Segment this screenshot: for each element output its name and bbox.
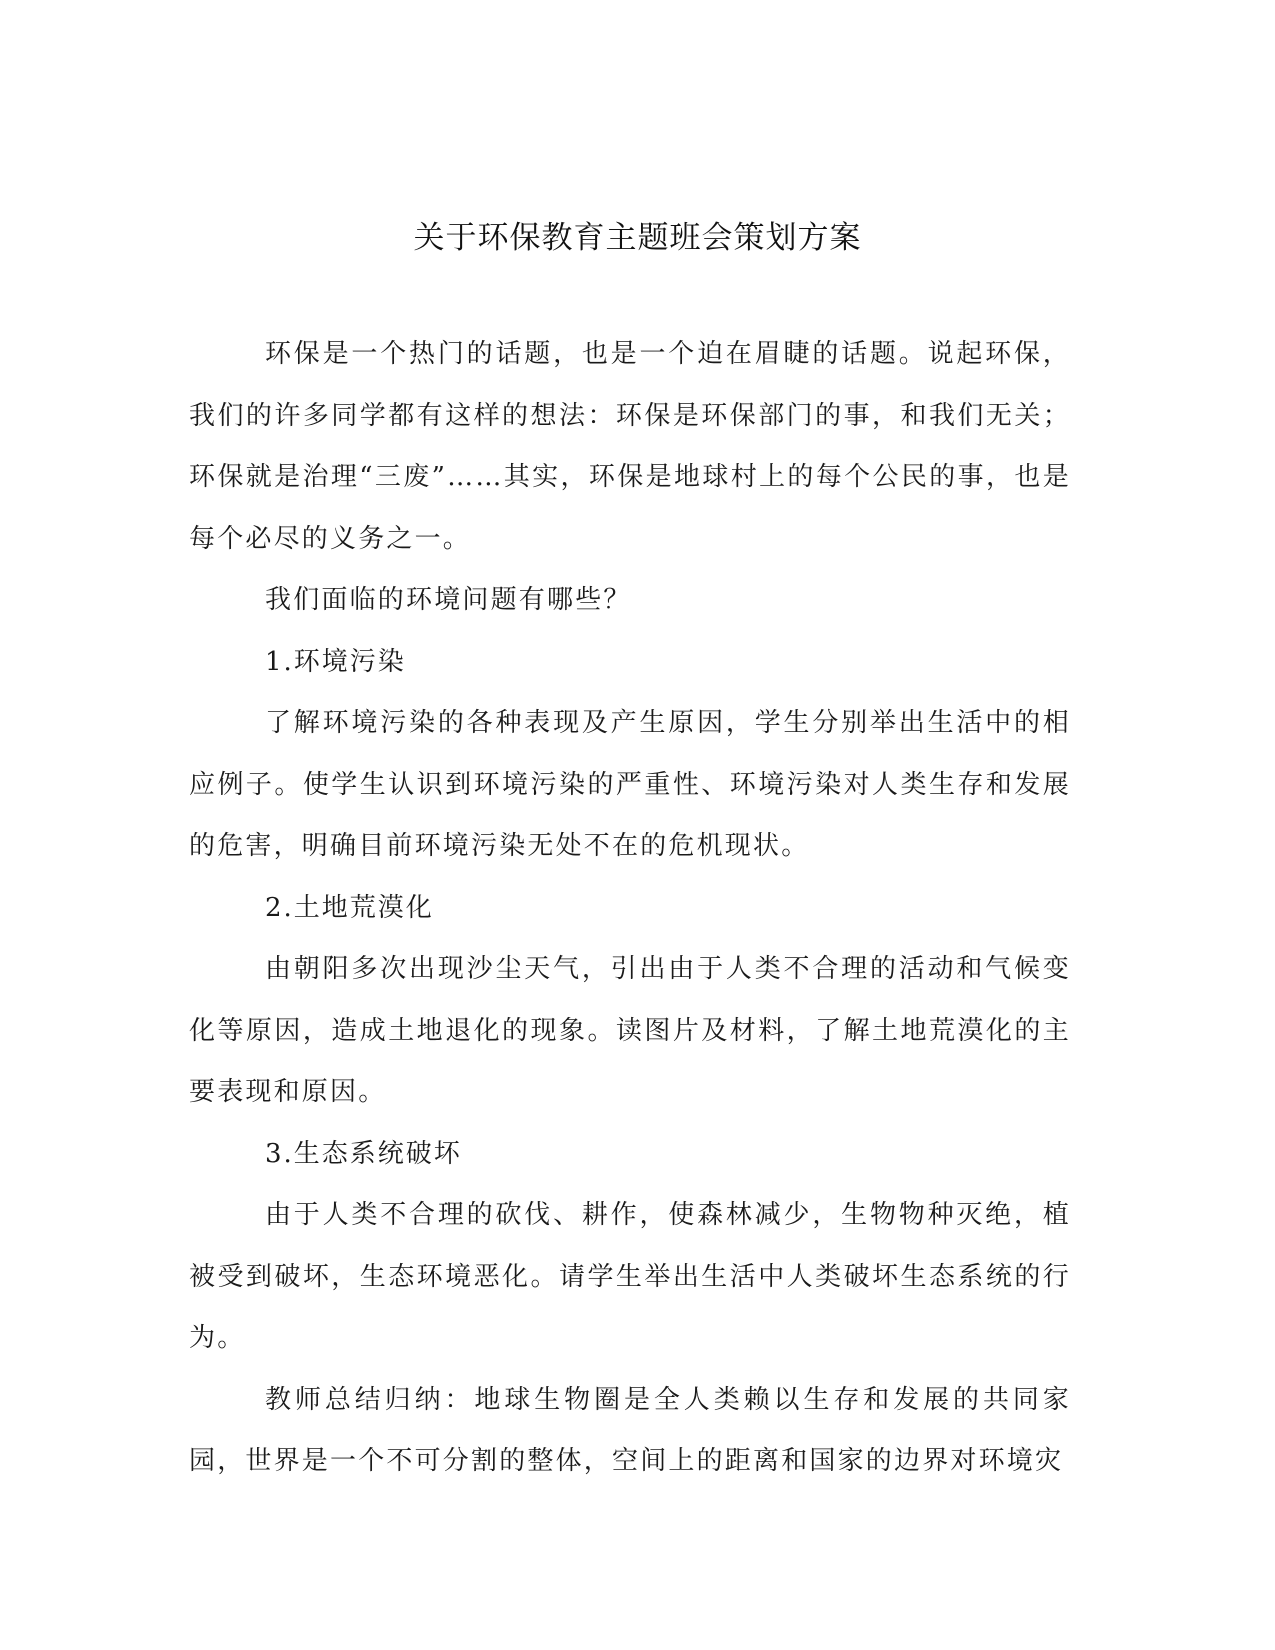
section-heading-desertification: 2.土地荒漠化 xyxy=(265,892,434,923)
paragraph-ecosystem: 由于人类不合理的砍伐、耕作，使森林减少，生物物种灭绝，植被受到破坏，生态环境恶化。请学生举出生活中人类破坏生态系统的行为。 xyxy=(189,1200,1071,1353)
paragraph-question: 我们面临的环境问题有哪些？ xyxy=(265,585,632,615)
document-title: 关于环保教育主题班会策划方案 xyxy=(413,220,862,256)
document-body xyxy=(189,324,1071,1493)
paragraph-pollution: 了解环境污染的各种表现及产生原因，学生分别举出生活中的相应例子。使学生认识到环境污染的严重性、环境污染对人类生存和发展的危害，明确目前环境污染无处不在的危机现状。 xyxy=(189,708,1071,861)
paragraph-desertification: 由朝阳多次出现沙尘天气，引出由于人类不合理的活动和气候变化等原因，造成土地退化的现象。读图片及材料，了解土地荒漠化的主要表现和原因。 xyxy=(189,954,1071,1107)
paragraph-teacher-summary: 教师总结归纳：地球生物圈是全人类赖以生存和发展的共同家园，世界是一个不可分割的整体，空间上的距离和国家的边界对环境灾 xyxy=(189,1384,1071,1476)
section-heading-ecosystem: 3.生态系统破坏 xyxy=(265,1138,462,1169)
paragraph-intro: 环保是一个热门的话题，也是一个迫在眉睫的话题。说起环保，我们的许多同学都有这样的想法：环保是环保部门的事，和我们无关；环保就是治理“三废”……其实，环保是地球村上的每个公民的事，也是每个必尽的义务之一。 xyxy=(189,339,1071,554)
section-heading-pollution: 1.环境污染 xyxy=(265,646,406,677)
